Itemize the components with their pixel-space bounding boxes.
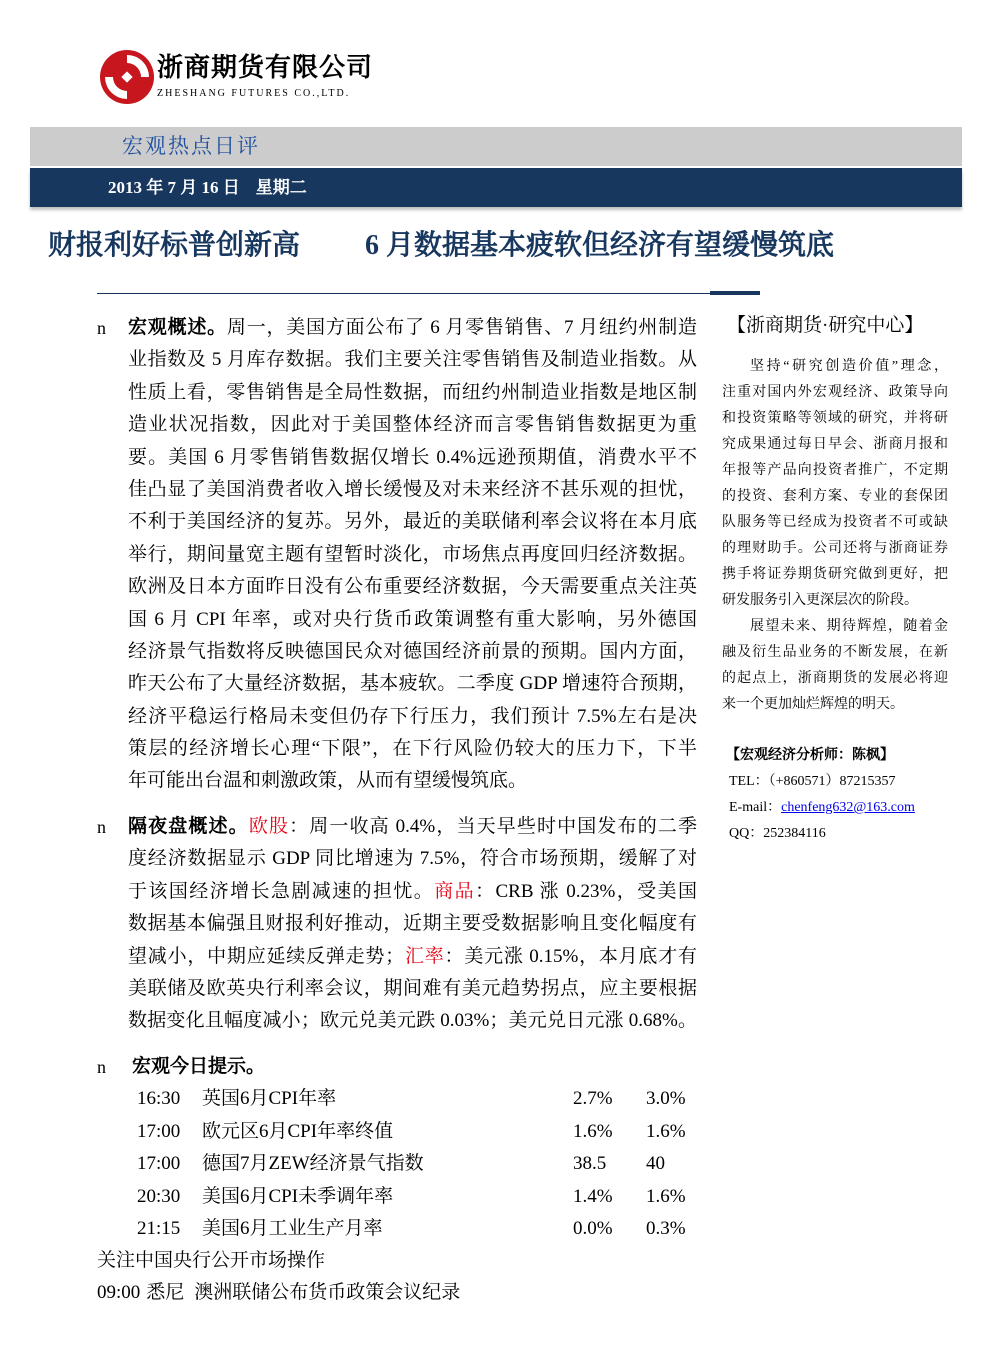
text-line: 欧洲及日本方面昨日没有公布重要经济数据，今天需要重点关注英 (128, 576, 697, 598)
calendar-note (97, 1277, 460, 1309)
event-value-2: 3.0% (646, 1088, 686, 1109)
text-line (128, 941, 697, 973)
event-name: 欧元区6月CPI年率终值 (202, 1120, 394, 1142)
sidebar-line: 来一个更加灿烂辉煌的明天。 (722, 697, 904, 712)
bullet-marker: n (97, 1057, 106, 1077)
tel-value: （+860571）87215357 (768, 774, 896, 789)
text-line: 业指数及 5 月库存数据。我们主要关注零售销售及制造业指数。从 (128, 349, 697, 371)
line-text: 望减小，中期应延续反弹走势； (128, 945, 405, 967)
sidebar-line: 的起点上，浙商期货的发展必将迎 (722, 671, 948, 686)
sidebar-line: 融及衍生品业务的不断发展，在新 (722, 645, 948, 660)
calendar-row (0, 1181, 700, 1214)
text-line: 性质上看，零售销售是全局性数据，而纽约州制造业指数是地区制 (128, 381, 697, 403)
text-line (128, 876, 697, 908)
sidebar-line: 坚持“研究创造价值”理念， (750, 359, 948, 374)
email-link[interactable]: chenfeng632@163.com (781, 800, 915, 815)
event-value-1: 38.5 (573, 1153, 607, 1174)
analyst-heading: 【宏观经济分析师：陈枫】 (726, 748, 894, 763)
headline-part-1: 财报利好标普创新高 (48, 230, 301, 261)
headline-divider (97, 293, 760, 294)
event-name: 美国6月工业生产月率 (202, 1218, 383, 1239)
text-line: 数据变化且幅度减小；欧元兑美元跌 0.03%；美元兑日元涨 0.68%。 (128, 1010, 697, 1032)
event-name: 美国6月CPI未季调年率 (202, 1185, 394, 1207)
report-weekday: 星期二 (255, 178, 307, 197)
sidebar-line: 和投资策略等领域的研究，并将研 (722, 411, 948, 426)
line-text: 于该国经济增长急剧减速的担忧。 (128, 880, 435, 902)
macro-overview-heading: 宏观概述。 (128, 317, 227, 338)
text-line: 策层的经济增长心理“下限”，在下行风险仍较大的压力下，下半 (128, 738, 697, 760)
text-line: 度经济数据显示 GDP 同比增速为 7.5%，符合市场预期，缓解了对 (128, 848, 697, 870)
tel-label: TEL： (729, 774, 769, 789)
headline-divider-accent (710, 291, 760, 295)
calendar-note: 关注中国央行公开市场操作 (97, 1250, 326, 1271)
text-line: 美联储及欧英央行利率会议，期间难有美元趋势拐点，应主要根据 (128, 977, 697, 999)
date-line (108, 168, 307, 207)
calendar-row (0, 1213, 700, 1246)
report-date: 2013 年 7 月 16 日 (108, 178, 240, 197)
commodities-label: 商品 (434, 880, 476, 902)
line-text: ：CRB 涨 0.23%，受美国 (475, 880, 697, 902)
event-time: 16:30 (137, 1088, 181, 1109)
line-text: 周一，美国方面公布了 6 月零售销售、7 月纽约州制造 (226, 317, 697, 338)
sidebar-line: 究成果通过每日早会、浙商月报和 (722, 437, 948, 452)
calendar-row (0, 1116, 700, 1149)
event-value-2: 0.3% (646, 1218, 686, 1239)
event-value-2: 40 (646, 1153, 665, 1174)
event-time: 20:30 (137, 1185, 181, 1207)
text-line: 经济平稳运行格局未变但仍存下行压力，我们预计 7.5%左右是决 (128, 705, 697, 727)
contact-email (729, 795, 915, 821)
sidebar-line: 的理财助手。公司还将与浙商证券 (722, 541, 948, 556)
company-logo-icon (99, 49, 155, 105)
event-value-2: 1.6% (646, 1120, 686, 1142)
overnight-heading: 隔夜盘概述。 (128, 816, 249, 837)
company-name-english: ZHESHANG FUTURES CO.,LTD. (157, 88, 351, 99)
qq-value: 252384116 (763, 826, 826, 841)
note-event: 澳洲联储公布货币政策会议纪录 (194, 1282, 461, 1303)
sidebar-line: 队服务等已经成为投资者不可或缺 (722, 515, 948, 530)
date-bar (30, 168, 962, 207)
line-text: ：周一收高 0.4%，当天早些时中国发布的二季 (289, 816, 697, 837)
event-value-1: 0.0% (573, 1218, 613, 1239)
company-name: 浙商期货有限公司 (157, 53, 374, 83)
text-line: 举行，期间量宽主题有望暂时淡化，市场焦点再度回归经济数据。 (128, 543, 697, 565)
event-time: 21:15 (137, 1218, 181, 1239)
text-line (128, 811, 697, 843)
contact-tel (729, 769, 896, 795)
research-center-heading: 【浙商期货·研究中心】 (727, 315, 924, 336)
bullet-marker: n (97, 817, 106, 837)
section-title: 宏观热点日评 (122, 134, 260, 158)
line-text: ：美元涨 0.15%，本月底才有 (444, 945, 697, 967)
email-label: E-mail： (729, 800, 782, 815)
text-line: 国 6 月 CPI 年率，或对央行货币政策调整有重大影响，另外德国 (128, 608, 697, 630)
text-line: 年可能出台温和刺激政策，从而有望缓慢筑底。 (128, 770, 528, 792)
note-place: 悉尼 (146, 1282, 185, 1303)
event-name: 德国7月ZEW经济景气指数 (202, 1153, 424, 1174)
sidebar-line: 携手将证券期货研究做到更好，把 (722, 567, 948, 582)
text-line: 数据基本偏强且财报利好推动，近期主要受数据影响且变化幅度有 (128, 913, 697, 935)
note-time: 09:00 (97, 1282, 141, 1303)
fx-label: 汇率 (404, 945, 445, 967)
calendar-row (0, 1148, 700, 1181)
text-line: 昨天公布了大量经济数据，基本疲软。二季度 GDP 增速符合预期， (128, 673, 697, 695)
sidebar-line: 年报等产品向投资者推广，不定期 (722, 463, 948, 478)
calendar-row (0, 1083, 700, 1116)
sidebar-line: 研发服务引入更深层次的阶段。 (722, 593, 918, 608)
sidebar-line: 的投资、套利方案、专业的套保团 (722, 489, 948, 504)
sidebar-line: 注重对国内外宏观经济、政策导向 (722, 385, 948, 400)
calendar-heading: 宏观今日提示。 (132, 1056, 266, 1077)
text-line: 佳凸显了美国消费者收入增长缓慢及对未来经济不甚乐观的担忧， (128, 478, 697, 500)
text-line (128, 312, 697, 344)
section-banner (30, 127, 962, 166)
event-value-1: 1.6% (573, 1120, 613, 1142)
event-time: 17:00 (137, 1120, 181, 1142)
equities-label: 欧股 (248, 816, 290, 837)
headline-part-2: 6 月数据基本疲软但经济有望缓慢筑底 (365, 230, 835, 261)
event-value-1: 1.4% (573, 1185, 613, 1207)
macro-overview-paragraph (128, 312, 697, 798)
qq-label: QQ： (729, 826, 764, 841)
event-name: 英国6月CPI年率 (202, 1088, 337, 1109)
text-line: 不利于美国经济的复苏。另外，最近的美联储利率会议将在本月底 (128, 511, 697, 533)
bullet-marker: n (97, 318, 106, 338)
text-line: 造业状况指数，因此对于美国整体经济而言零售销售数据更为重 (128, 414, 697, 436)
research-center-intro (722, 354, 948, 718)
text-line: 经济景气指数将反映德国民众对德国经济前景的预期。国内方面， (128, 640, 697, 662)
sidebar-line: 展望未来、期待辉煌，随着金 (750, 619, 948, 634)
event-value-2: 1.6% (646, 1185, 686, 1207)
event-value-1: 2.7% (573, 1088, 613, 1109)
event-time: 17:00 (137, 1153, 181, 1174)
text-line: 要。美国 6 月零售销售数据仅增长 0.4%远逊预期值，消费水平不 (128, 446, 697, 468)
contact-qq (729, 821, 826, 847)
overnight-paragraph (128, 811, 697, 1038)
